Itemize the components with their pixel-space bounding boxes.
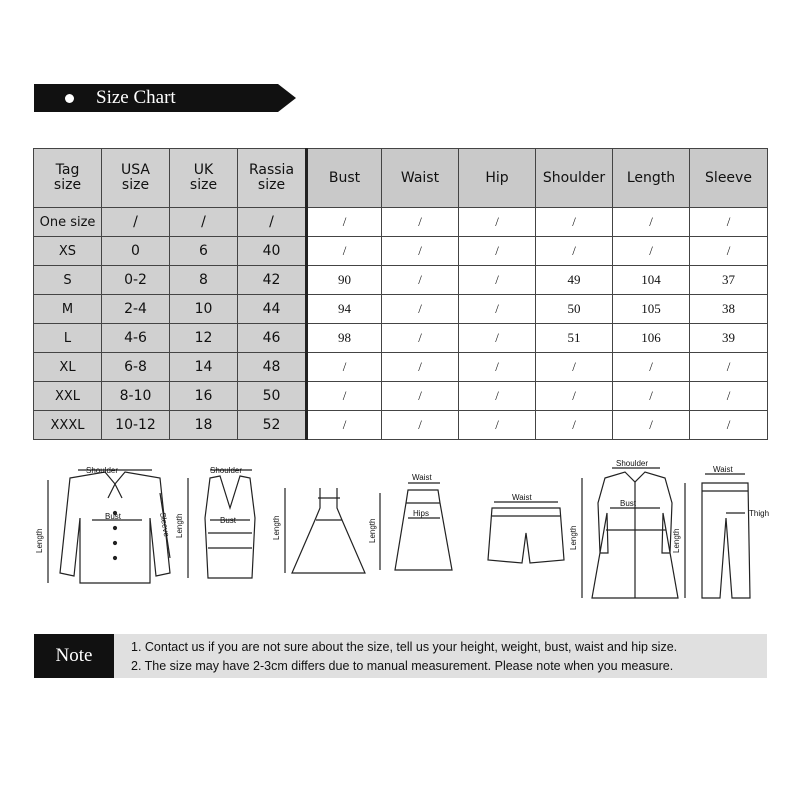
table-cell: / xyxy=(382,237,459,266)
table-cell: / xyxy=(238,208,307,237)
table-cell: / xyxy=(459,353,536,382)
table-cell: / xyxy=(536,382,613,411)
label-waist-shorts: Waist xyxy=(512,493,532,502)
table-cell: 14 xyxy=(170,353,238,382)
table-cell: / xyxy=(613,382,690,411)
table-cell: / xyxy=(307,382,382,411)
header-hip: Hip xyxy=(459,149,536,208)
table-header-row xyxy=(34,149,768,208)
table-cell: 46 xyxy=(238,324,307,353)
size-table xyxy=(33,148,768,440)
table-cell: / xyxy=(690,382,768,411)
label-length-trousers: Length xyxy=(672,528,681,553)
coat-icon xyxy=(582,468,678,598)
table-cell: XS xyxy=(34,237,102,266)
table-cell: 104 xyxy=(613,266,690,295)
header-waist: Waist xyxy=(382,149,459,208)
label-bust: Bust xyxy=(105,512,122,521)
table-cell: 10 xyxy=(170,295,238,324)
header-tag-size: Tag size xyxy=(34,149,102,208)
table-cell: 44 xyxy=(238,295,307,324)
header-length: Length xyxy=(613,149,690,208)
header-shoulder: Shoulder xyxy=(536,149,613,208)
table-cell: / xyxy=(382,208,459,237)
label-shoulder-coat: Shoulder xyxy=(616,459,649,468)
table-cell: / xyxy=(459,266,536,295)
table-cell: / xyxy=(613,411,690,440)
table-cell: / xyxy=(170,208,238,237)
table-cell: XL xyxy=(34,353,102,382)
header-uk-size: UK size xyxy=(170,149,238,208)
table-cell: 4-6 xyxy=(102,324,170,353)
table-row xyxy=(34,295,768,324)
table-cell: / xyxy=(536,353,613,382)
label-shoulder: Shoulder xyxy=(86,466,119,475)
table-cell: / xyxy=(690,237,768,266)
label-length-skirt: Length xyxy=(368,518,377,543)
table-row xyxy=(34,208,768,237)
table-cell: 0 xyxy=(102,237,170,266)
label-length-coat: Length xyxy=(569,525,578,550)
table-cell: 42 xyxy=(238,266,307,295)
table-row xyxy=(34,411,768,440)
table-row xyxy=(34,266,768,295)
table-cell: XXL xyxy=(34,382,102,411)
label-bust-top: Bust xyxy=(220,516,237,525)
table-cell: 94 xyxy=(307,295,382,324)
label-length-top: Length xyxy=(175,513,184,538)
table-cell: / xyxy=(613,353,690,382)
table-cell: / xyxy=(459,237,536,266)
table-cell: 98 xyxy=(307,324,382,353)
table-cell: M xyxy=(34,295,102,324)
page-title: Size Chart xyxy=(96,87,176,108)
header-usa-size: USA size xyxy=(102,149,170,208)
table-row xyxy=(34,237,768,266)
table-cell: 106 xyxy=(613,324,690,353)
table-cell: 90 xyxy=(307,266,382,295)
label-hips-skirt: Hips xyxy=(413,509,430,518)
table-cell: S xyxy=(34,266,102,295)
table-cell: / xyxy=(382,382,459,411)
table-cell: / xyxy=(307,237,382,266)
table-cell: / xyxy=(536,411,613,440)
label-length-dress: Length xyxy=(272,515,281,540)
label-bust-coat: Bust xyxy=(620,499,637,508)
table-cell: 40 xyxy=(238,237,307,266)
table-cell: 8 xyxy=(170,266,238,295)
table-cell: 16 xyxy=(170,382,238,411)
table-cell: 6 xyxy=(170,237,238,266)
table-cell: / xyxy=(459,208,536,237)
label-length: Length xyxy=(35,528,44,553)
header-rassia-size: Rassia size xyxy=(238,149,307,208)
table-cell: 52 xyxy=(238,411,307,440)
note-line-1: 1. Contact us if you are not sure about the size, tell us your height, weight, bust, waist and hip size. xyxy=(131,640,678,654)
table-cell: / xyxy=(382,266,459,295)
table-row xyxy=(34,353,768,382)
table-cell: / xyxy=(613,208,690,237)
table-cell: / xyxy=(382,353,459,382)
label-thigh: Thigh xyxy=(749,509,770,518)
garment-illustrations xyxy=(20,458,780,608)
table-cell: 39 xyxy=(690,324,768,353)
table-cell: 105 xyxy=(613,295,690,324)
table-cell: / xyxy=(459,382,536,411)
table-cell: / xyxy=(459,295,536,324)
table-cell: / xyxy=(613,237,690,266)
table-cell: 2-4 xyxy=(102,295,170,324)
table-cell: 50 xyxy=(536,295,613,324)
label-shoulder-top: Shoulder xyxy=(210,466,243,475)
table-cell: 49 xyxy=(536,266,613,295)
table-cell: 37 xyxy=(690,266,768,295)
table-cell: / xyxy=(459,324,536,353)
table-cell: / xyxy=(690,411,768,440)
table-cell: One size xyxy=(34,208,102,237)
dress-icon xyxy=(285,488,365,573)
note-line-2: 2. The size may have 2-3cm differs due to manual measurement. Please note when you measure. xyxy=(131,659,674,673)
header-bust: Bust xyxy=(307,149,382,208)
skirt-icon xyxy=(380,483,452,570)
table-cell: / xyxy=(690,208,768,237)
table-cell: / xyxy=(382,411,459,440)
table-cell: / xyxy=(690,353,768,382)
table-row xyxy=(34,324,768,353)
table-cell: / xyxy=(459,411,536,440)
shorts-icon xyxy=(488,502,564,563)
table-row xyxy=(34,382,768,411)
table-cell: 51 xyxy=(536,324,613,353)
table-cell: / xyxy=(536,208,613,237)
table-cell: / xyxy=(536,237,613,266)
table-cell: 0-2 xyxy=(102,266,170,295)
table-cell: / xyxy=(307,353,382,382)
table-cell: / xyxy=(382,324,459,353)
bullet-icon xyxy=(65,94,74,103)
table-cell: 18 xyxy=(170,411,238,440)
label-waist-trousers: Waist xyxy=(713,465,733,474)
blouse-icon xyxy=(48,470,170,583)
table-cell: 50 xyxy=(238,382,307,411)
table-cell: 38 xyxy=(690,295,768,324)
table-cell: 48 xyxy=(238,353,307,382)
table-cell: 8-10 xyxy=(102,382,170,411)
table-cell: L xyxy=(34,324,102,353)
table-cell: / xyxy=(307,411,382,440)
table-cell: / xyxy=(102,208,170,237)
table-cell: XXXL xyxy=(34,411,102,440)
label-sleeve: Sleeve xyxy=(158,511,172,538)
table-cell: / xyxy=(307,208,382,237)
header-sleeve: Sleeve xyxy=(690,149,768,208)
table-cell: 10-12 xyxy=(102,411,170,440)
trousers-icon xyxy=(685,474,750,598)
label-waist-skirt: Waist xyxy=(412,473,432,482)
table-cell: / xyxy=(382,295,459,324)
table-cell: 12 xyxy=(170,324,238,353)
table-cell: 6-8 xyxy=(102,353,170,382)
note-label: Note xyxy=(34,634,114,678)
